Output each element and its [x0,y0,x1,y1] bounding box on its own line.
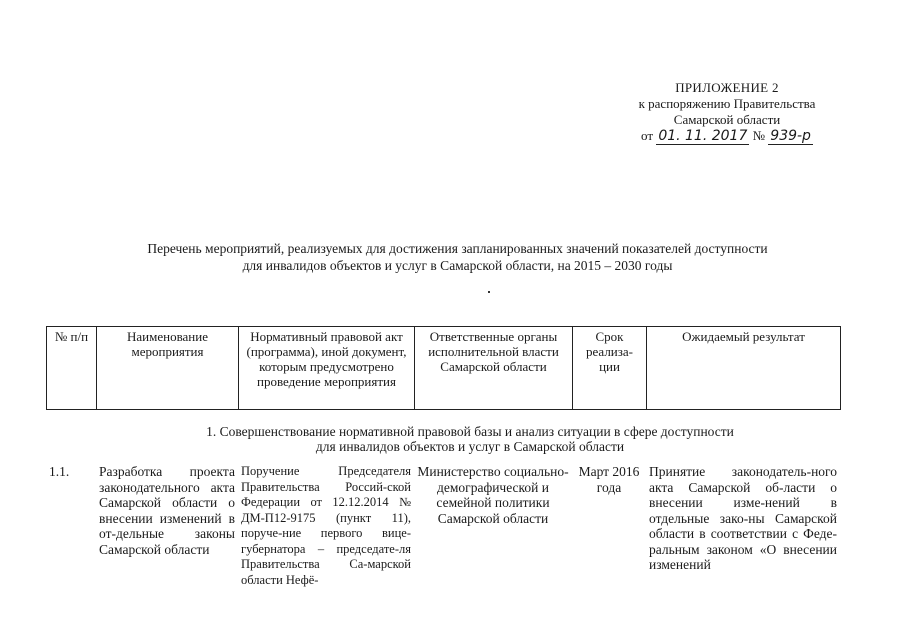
appendix-line-1: к распоряжению Правительства [638,96,816,111]
title-line-2: для инвалидов объектов и услуг в Самарской области, на 2015 – 2030 годы [242,258,673,273]
document-title [70,240,845,274]
appendix-date-row [560,128,850,144]
appendix-title: ПРИЛОЖЕНИЕ 2 [675,80,779,95]
scan-dot [488,291,490,293]
section-line-1: 1. Совершенствование нормативной правовой базы и анализ ситуации в сфере доступности [206,424,734,439]
handwritten-number: 939-р [770,128,811,144]
row-term: Март 2016 года [578,464,640,495]
title-line-1: Перечень мероприятий, реализуемых для достижения запланированных значений показателей доступности [147,241,768,256]
content-table [46,462,840,590]
header-num: № п/п [47,327,97,410]
row-act: Поручение Председателя Правительства Россий-ской Федерации от 12.12.2014 № ДМ-П12-9175 (пункт 11), поруче-ние первого вице-губернатора – председате-ля Правительства Са-марской области Нефё- [241,464,411,587]
row-result: Принятие законодатель-ного акта Самарской об-ласти о внесении изме-нений в отдельные зако-ны Самарской области в соответствии с Феде-ральным законом «О внесении изменений [649,464,837,572]
section-line-2: для инвалидов объектов и услуг в Самарской области [315,439,625,454]
header-result: Ожидаемый результат [647,327,841,410]
header-term: Срок реализа-ции [573,327,647,410]
row-responsible: Министерство социально-демографической и семейной политики Самарской области [417,464,569,526]
section-heading [120,424,820,454]
appendix-line-2: Самарской области [673,112,781,127]
appendix-block [560,80,850,144]
row-number: 1.1. [49,464,70,479]
from-label: от [641,128,654,143]
header-name: Наименование мероприятия [97,327,239,410]
header-act: Нормативный правовой акт (программа), иной документ, которым предусмотрено проведение мероприятия [239,327,415,410]
table-row [46,462,840,590]
handwritten-date: 01. 11. 2017 [658,128,748,144]
number-label: № [752,128,766,143]
row-name: Разработка проекта законодательного акта Самарской области о внесении изменений в от-дельные законы Самарской области [99,464,235,557]
header-row [47,327,841,410]
header-table [46,326,841,410]
header-responsible: Ответственные органы исполнительной власти Самарской области [415,327,573,410]
